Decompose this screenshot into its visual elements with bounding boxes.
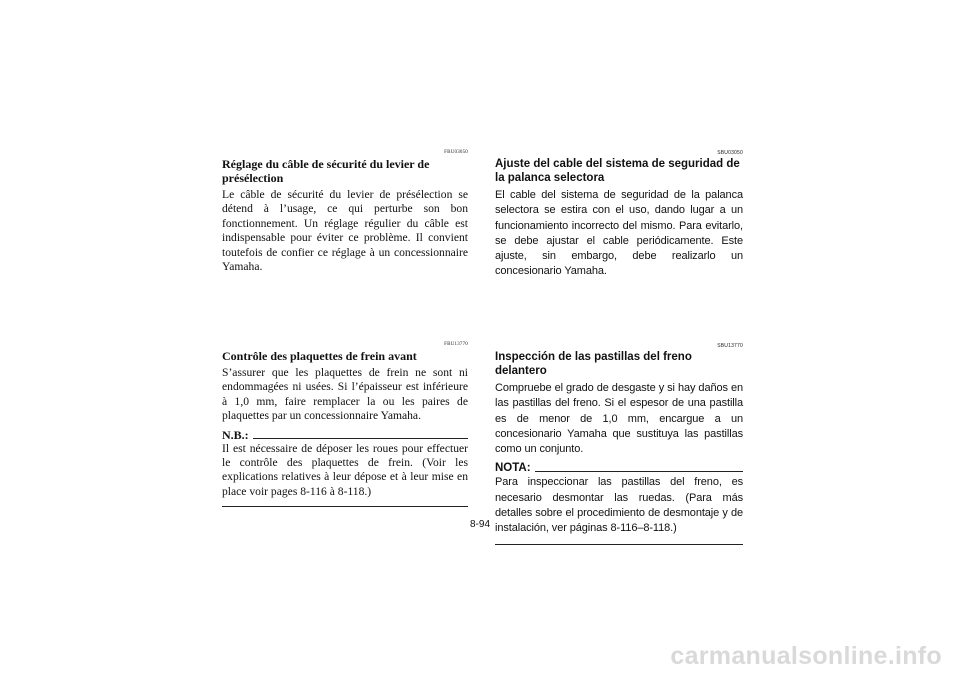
fr-section-shift-cable: [222, 150, 468, 274]
french-column-lower: [222, 342, 468, 507]
fr-note-label: N.B.:: [222, 427, 249, 442]
es-note-rule: [535, 471, 743, 472]
es-section2-body: Compruebe el grado de desgaste y si hay daños en las pastillas del freno. Si el espesor de una pastilla es de menor de 1,0 mm, encargue a un concesionario Yamaha que sustituya las pastillas como un conjunto.: [495, 382, 743, 456]
es-section2-code: SBU13770: [717, 343, 743, 349]
fr-section1-title: Réglage du câble de sécurité du levier de présélection: [222, 157, 430, 185]
fr-note-end-rule: [222, 506, 468, 507]
fr-section1-code: FBU03050: [444, 150, 468, 155]
es-section1-title: Ajuste del cable del sistema de seguridad de la palanca selectora: [495, 158, 740, 184]
spanish-column-lower: [495, 343, 743, 545]
fr-section2-title: Contrôle des plaquettes de frein avant: [222, 349, 417, 363]
es-section1-code: SBU03050: [717, 150, 743, 156]
es-note-label: NOTA:: [495, 462, 531, 475]
es-note-end-rule: [495, 544, 743, 545]
spanish-column: [495, 150, 743, 280]
es-note-header: [495, 461, 743, 475]
es-section1-body: El cable del sistema de seguridad de la palanca selectora se estira con el uso, dando lugar a un funcionamiento incorrecto del mismo. Para evitarlo, se debe ajustar el cable periódicamente. Este ajuste, sin embargo, debe realizarlo un concesionario Yamaha.: [495, 189, 743, 278]
fr-section-brake-pads: [222, 342, 468, 507]
es-section-shift-cable: [495, 150, 743, 280]
watermark: carmanualsonline.info: [670, 642, 942, 670]
french-column: [222, 150, 468, 274]
es-section-brake-pads: [495, 343, 743, 545]
fr-note-rule: [253, 438, 468, 439]
fr-note-header: [222, 428, 468, 442]
fr-section1-body: Le câble de sécurité du levier de présélection se détend à l’usage, ce qui perturbe son bon fonctionnement. Un réglage régulier du câble est indispensable pour éviter ce problème. Il convient toutefois de confier ce réglage à un concessionnaire Yamaha.: [222, 188, 468, 274]
es-note-text: Para inspeccionar las pastillas del freno, es necesario desmontar las ruedas. (Para más detalles sobre el procedimiento de desmontaje y de instalación, ver páginas 8-116–8-118.): [495, 476, 743, 535]
fr-note-text: Il est nécessaire de déposer les roues pour effectuer le contrôle des plaquettes de frein. (Voir les explications relatives à leur dépose et à leur mise en place voir pages 8-116 à 8-118.): [222, 441, 468, 498]
es-section2-title: Inspección de las pastillas del freno delantero: [495, 351, 692, 377]
fr-section2-body: S’assurer que les plaquettes de frein ne sont ni endommagées ni usées. Si l’épaisseur est inférieure à 1,0 mm, faire remplacer la ou les paires de plaquettes par un concessionnaire Yamaha.: [222, 366, 468, 423]
page-number: 8-94: [469, 519, 490, 530]
fr-section2-code: FBU13770: [444, 342, 468, 347]
